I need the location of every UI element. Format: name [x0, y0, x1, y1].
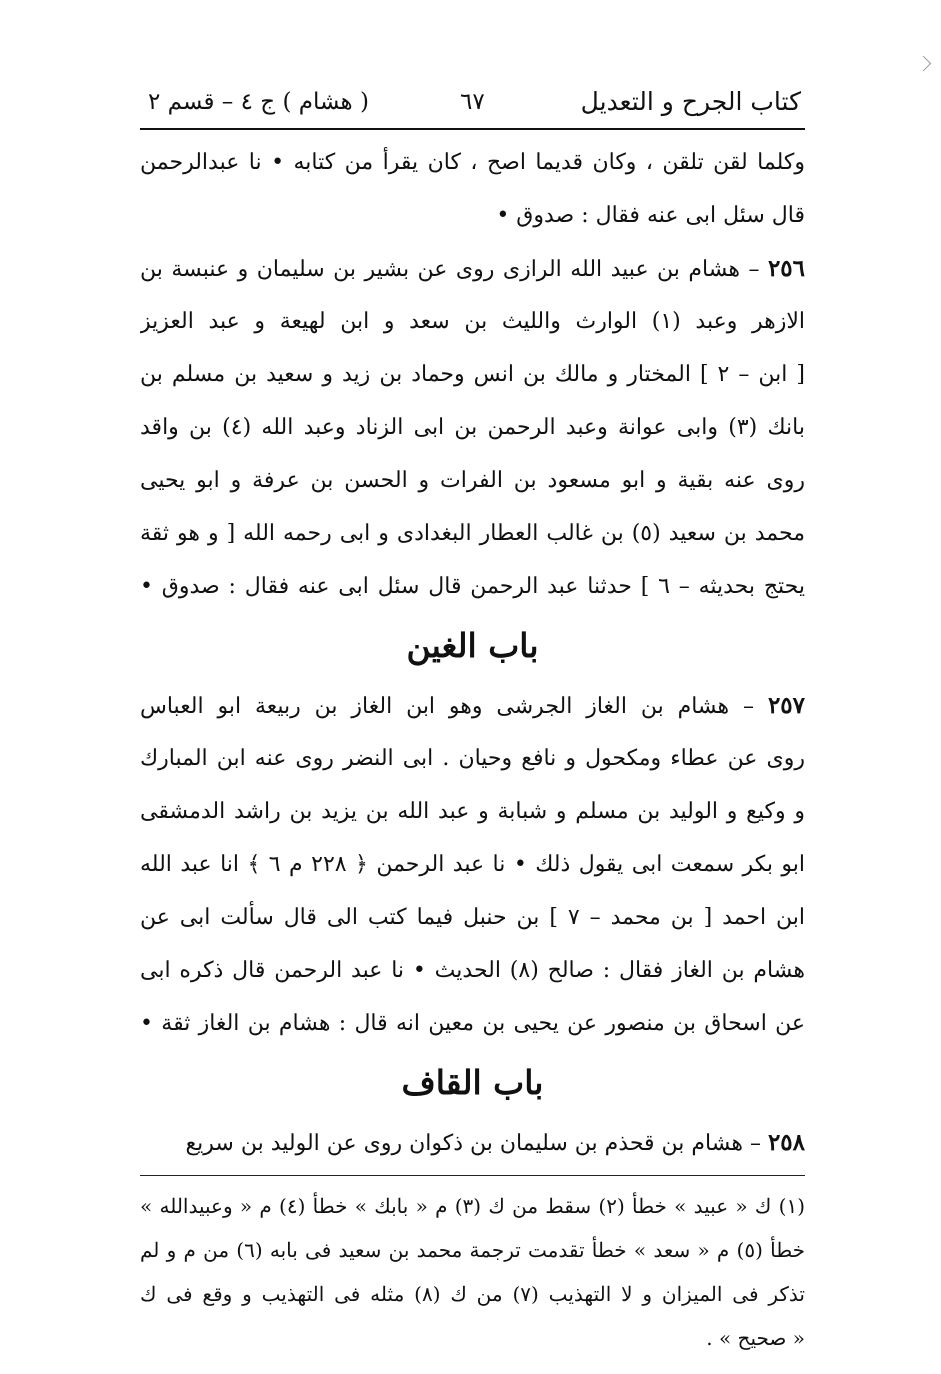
- page-number: ٦٧: [460, 89, 485, 115]
- text-line: يحتج بحديثه – ٦ ] حدثنا عبد الرحمن قال سئل ابى عنه فقال : صدوق •: [140, 574, 805, 599]
- text-line: الازهر وعبد (١) الوارث والليث بن سعد و ابن لهيعة و عبد العزيز: [140, 309, 805, 334]
- running-head: [140, 80, 805, 124]
- book-title: كتاب الجرح و التعديل: [580, 87, 801, 116]
- page: [140, 80, 805, 1360]
- entry-number: ٢٥٨: [767, 1129, 805, 1156]
- footnote-line: خطأ (٥) م « سعد » خطأ تقدمت ترجمة محمد بن سعيد فى بابه (٦) من م و لم: [140, 1238, 805, 1262]
- chapter-heading-qaf: باب القاف: [401, 1063, 544, 1102]
- footnote-line: تذكر فى الميزان و لا التهذيب (٧) من ك (٨) مثله فى التهذيب و وقع فى ك: [140, 1282, 805, 1306]
- text-line: بانك (٣) وابى عوانة وعبد الرحمن بن ابى الزناد وعبد الله (٤) بن واقد: [140, 415, 805, 440]
- text-line: ابن احمد [ بن محمد – ٧ ] بن حنبل فيما كتب الى قال سألت ابى عن: [140, 905, 805, 930]
- entry-text: – هشام بن قحذم بن سليمان بن ذكوان روى عن الوليد بن سريع: [185, 1131, 768, 1156]
- entry-257-line: [140, 679, 805, 732]
- footnote-rule: [140, 1175, 805, 1176]
- header-rule: [140, 128, 805, 130]
- entry-256-line: [140, 242, 805, 295]
- text-line: [ ابن – ٢ ] المختار و مالك بن انس وحماد بن زيد و سعيد بن مسلم بن: [140, 362, 805, 387]
- body-text: [140, 136, 805, 1169]
- text-line: محمد بن سعيد (٥) بن غالب العطار البغدادى و ابى رحمه الله [ و هو ثقة: [140, 521, 805, 546]
- text-line: وكلما لقن تلقن ، وكان قديما اصح ، كان يقرأ من كتابه • نا عبدالرحمن: [140, 150, 805, 175]
- entry-number: ٢٥٦: [767, 255, 805, 282]
- margin-mark: [916, 56, 932, 72]
- text-line: روى عنه بقية و ابو مسعود بن الفرات و الحسن بن عرفة و ابو يحيى: [140, 468, 805, 493]
- text-line: ابو بكر سمعت ابى يقول ذلك • نا عبد الرحمن ﴿ ٢٢٨ م ٦ ﴾ انا عبد الله: [140, 852, 805, 877]
- chapter-heading-ghain: باب الغين: [406, 626, 539, 665]
- text-line: و وكيع و الوليد بن مسلم و شبابة و عبد الله بن يزيد بن راشد الدمشقى: [140, 799, 805, 824]
- text-line: عن اسحاق بن منصور عن يحيى بن معين انه قال : هشام بن الغاز ثقة •: [140, 1011, 805, 1036]
- footnote-line: « صحيح » .: [706, 1326, 805, 1350]
- footnote-line: (١) ك « عبيد » خطأ (٢) سقط من ك (٣) م « بابك » خطأ (٤) م « وعبيدالله »: [140, 1194, 805, 1218]
- text-line: روى عن عطاء ومكحول و نافع وحيان . ابى النضر روى عنه ابن المبارك: [140, 746, 805, 771]
- footnotes: [140, 1184, 805, 1360]
- volume-info: ( هشام ) ج ٤ – قسم ٢: [148, 89, 369, 115]
- entry-text: – هشام بن الغاز الجرشى وهو ابن الغاز بن ربيعة ابو العباس: [140, 694, 768, 719]
- text-line: هشام بن الغاز فقال : صالح (٨) الحديث • نا عبد الرحمن قال ذكره ابى: [140, 958, 805, 983]
- entry-text: – هشام بن عبيد الله الرازى روى عن بشير بن سليمان و عنبسة بن: [140, 257, 768, 282]
- entry-258-line: [140, 1116, 805, 1169]
- text-line: قال سئل ابى عنه فقال : صدوق •: [496, 203, 805, 228]
- entry-number: ٢٥٧: [767, 692, 805, 719]
